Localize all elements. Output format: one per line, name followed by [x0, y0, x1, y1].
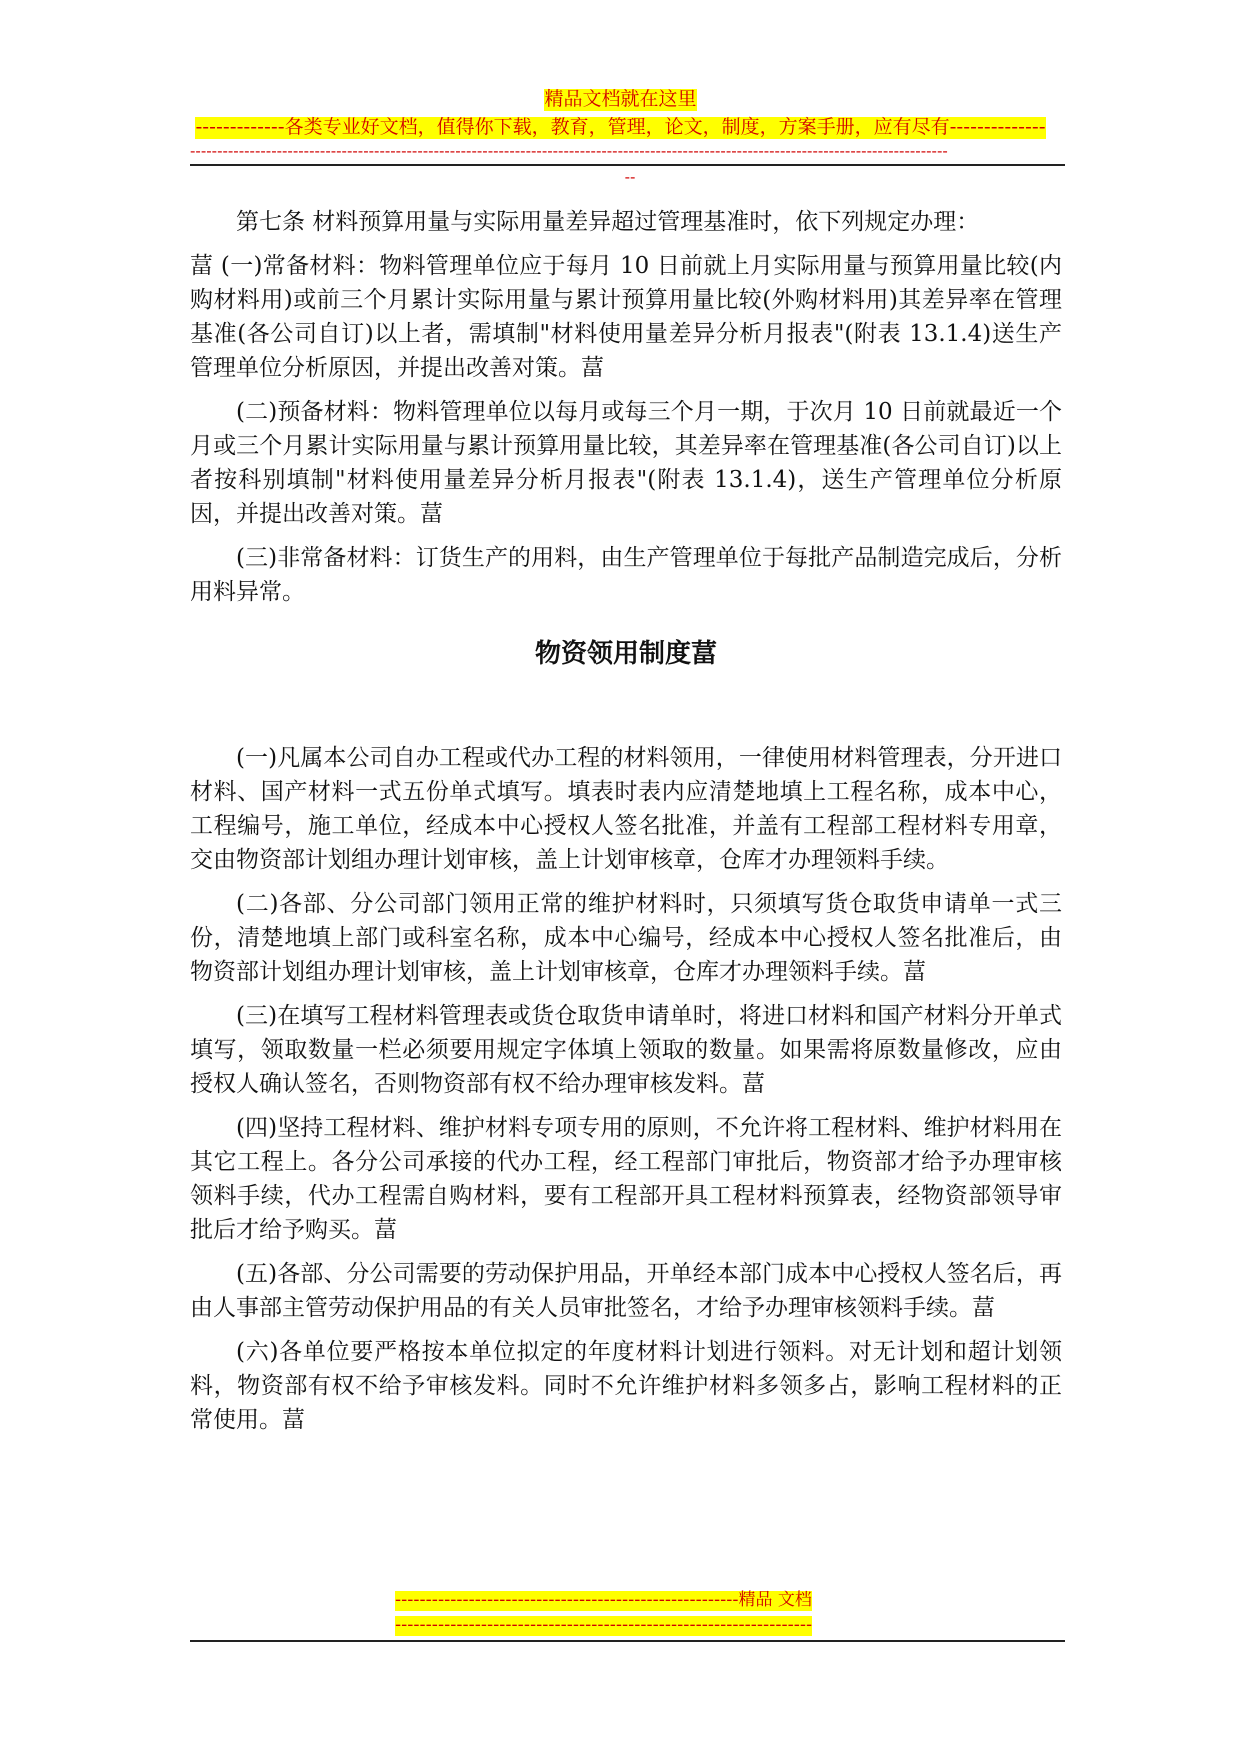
header-dash-line-a: --------------------------------------------------------------------------------------------------------------------------------------------	[190, 142, 948, 160]
footer-line-2	[395, 1615, 812, 1636]
header-banner-subtitle	[0, 116, 1241, 139]
header-rule	[190, 164, 1065, 166]
article-7-item-1: 葍 (一)常备材料：物料管理单位应于每月 10 日前就上月实际用量与预算用量比较(内购材料用)或前三个月累计实际用量与累计预算用量比较(外购材料用)其差异率在管理基准(各公司自订)以上者，需填制"材料使用量差异分析月报表"(附表 13.1.4)送生产管理单位分析原因，并提出改善对策。葍	[190, 253, 1062, 381]
footer-rule	[190, 1640, 1065, 1642]
rule-item-3: (三)在填写工程材料管理表或货仓取货申请单时，将进口材料和国产材料分开单式填写，领取数量一栏必须要用规定字体填上领取的数量。如果需将原数量修改，应由授权人确认签名，否则物资部有权不给办理审核发料。葍	[190, 1003, 1062, 1097]
rule-item-4: (四)坚持工程材料、维护材料专项专用的原则，不允许将工程材料、维护材料用在其它工程上。各分公司承接的代办工程，经工程部门审批后，物资部才给予办理审核领料手续，代办工程需自购材料，要有工程部开具工程材料预算表，经物资部领导审批后才给予购买。葍	[190, 1115, 1062, 1243]
header-banner-title	[0, 88, 1241, 111]
article-7-item-3: (三)非常备材料：订货生产的用料，由生产管理单位于每批产品制造完成后，分析用料异常。	[190, 545, 1062, 605]
header-title-text: 精品文档就在这里	[544, 88, 697, 110]
rule-item-1: (一)凡属本公司自办工程或代办工程的材料领用，一律使用材料管理表，分开进口材料、国产材料一式五份单式填写。填表时表内应清楚地填上工程名称，成本中心，工程编号，施工单位，经成本中心授权人签名批准，并盖有工程部工程材料专用章，交由物资部计划组办理计划审核，盖上计划审核章，仓库才办理领料手续。	[190, 745, 1062, 873]
footer-text-2: --------------------------------------------------------------------	[395, 1615, 813, 1635]
rule-item-6: (六)各单位要严格按本单位拟定的年度材料计划进行领料。对无计划和超计划领料，物资部有权不给予审核发料。同时不允许维护材料多领多占，影响工程材料的正常使用。葍	[190, 1339, 1062, 1433]
rule-item-2: (二)各部、分公司部门领用正常的维护材料时，只须填写货仓取货申请单一式三份，清楚地填上部门或科室名称，成本中心编号，经成本中心授权人签名批准后，由物资部计划组办理计划审核，盖上计划审核章，仓库才办理领料手续。葍	[190, 891, 1062, 985]
footer-text-1: --------------------------------------------------------精品 文档	[395, 1590, 812, 1610]
footer-line-1	[395, 1590, 812, 1611]
rule-item-5: (五)各部、分公司需要的劳动保护用品，开单经本部门成本中心授权人签名后，再由人事部主管劳动保护用品的有关人员审批签名，才给予办理审核领料手续。葍	[190, 1261, 1062, 1321]
header-dash-line-b: --	[624, 168, 636, 186]
article-7-item-2: (二)预备材料：物料管理单位以每月或每三个月一期，于次月 10 日前就最近一个月或三个月累计实际用量与累计预算用量比较，其差异率在管理基准(各公司自订)以上者按科别填制"材料使用量差异分析月报表"(附表 13.1.4)，送生产管理单位分析原因，并提出改善对策。葍	[190, 399, 1062, 527]
article-7-intro: 第七条 材料预算用量与实际用量差异超过管理基准时，依下列规定办理：	[236, 209, 980, 235]
section-title: 物资领用制度葍	[534, 639, 717, 669]
document-body	[190, 205, 1062, 1447]
header-subtitle-text: -------------各类专业好文档，值得你下载，教育，管理，论文，制度，方案手册，应有尽有--------------	[195, 116, 1046, 138]
